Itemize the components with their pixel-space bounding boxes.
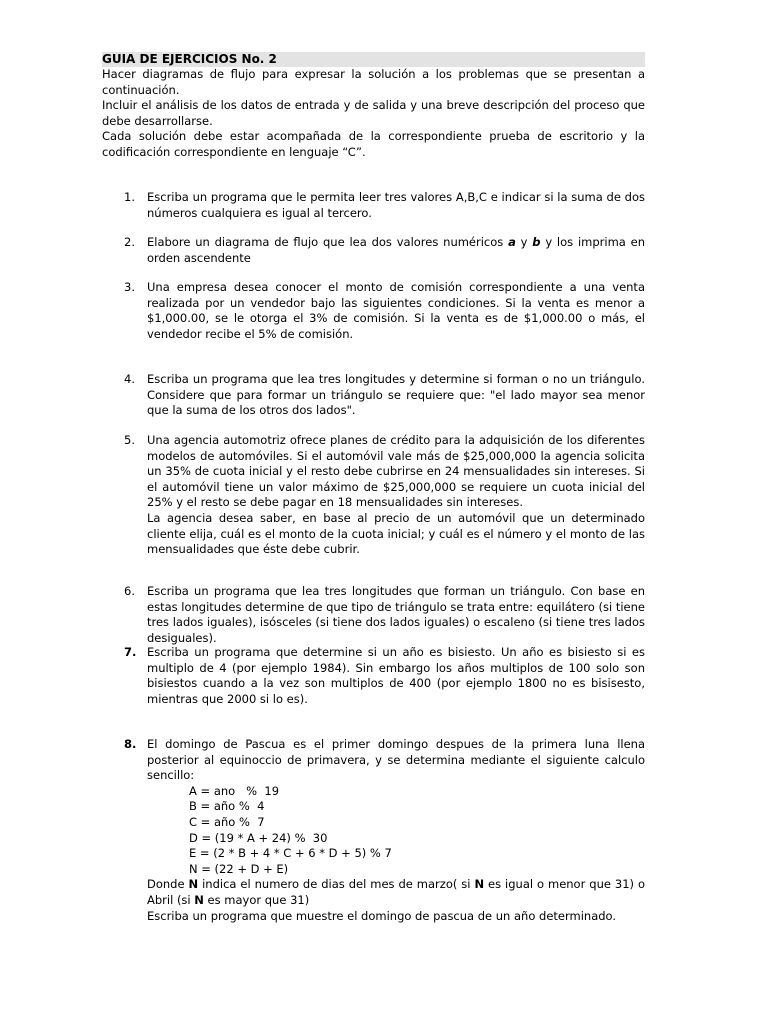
exercise-note: Donde N indica el numero de dias del mes de marzo( si N es igual o menor que 31) o Abril (si N es mayor que 31) [147,877,645,907]
exercise-number: 4. [124,372,135,386]
formula-line: B = año % 4 [189,799,265,814]
exercise-number: 8. [124,737,137,751]
exercise-text: Escriba un programa que lea tres longitudes y determine si forman o no un triángulo. Considere que para formar un triángulo se requiere que: "el lado mayor sea menor que la suma de los otros dos lados". [147,372,645,418]
formula-line: D = (19 * A + 24) % 30 [189,830,328,845]
exercise-text: Escriba un programa que lea tres longitudes que forman un triángulo. Con base en estas longitudes determine de que tipo de triángulo se trata entre: equilátero (si tiene tres lados iguales), isósceles (si tiene dos lados iguales) o escaleno (si tiene tres lados desiguales). [147,584,645,645]
exercise-5 [124,433,645,558]
formula-line: E = (2 * B + 4 * C + 6 * D + 5) % 7 [189,846,392,861]
exercise-7 [124,645,645,707]
exercise-number: 5. [124,433,135,447]
exercise-4 [124,372,645,419]
variable-a: a [508,235,516,249]
exercise-text: Una agencia automotriz ofrece planes de crédito para la adquisición de los diferentes modelos de automóviles. Si el automóvil vale más de $25,000,000 la agencia solicita un 35% de cuota inicial y el resto debe cubrirse en 24 mensualidades sin intereses. Si el automóvil tiene un valor máximo de $25,000,000 se requiere un cuota inicial del 25% y el resto se debe pagar en 18 mensualidades sin intereses. [147,433,645,510]
exercise-final-instruction: Escriba un programa que muestre el domingo de pascua de un año determinado. [147,908,617,923]
exercise-2 [124,235,645,266]
exercise-text: Escriba un programa que determine si un año es bisiesto. Un año es bisiesto si es multiplo de 4 (por ejemplo 1984). Sin embargo los años multiplos de 100 solo son bisiestos cuando a la vez son multiplos de 400 (por ejemplo 1800 no es bisisesto, mientras que 2000 si lo es). [147,645,645,706]
exercise-number: 7. [124,645,137,659]
exercise-8 [124,737,645,924]
exercise-number: 2. [124,235,135,249]
exercise-1 [124,190,645,221]
exercise-text: El domingo de Pascua es el primer domingo despues de la primera luna llena posterior al equinoccio de primavera, y se determina mediante el siguiente calculo sencillo: [147,737,645,783]
instruction-line: Incluir el análisis de los datos de entrada y de salida y una breve descripción del proceso que debe desarrollarse. [102,98,645,128]
instructions [102,67,645,161]
document-title: GUIA DE EJERCICIOS No. 2 [102,52,645,67]
exercise-number: 3. [124,280,135,294]
exercise-6 [124,584,645,646]
formula-line: C = año % 7 [189,814,265,829]
instruction-line: Cada solución debe estar acompañada de la correspondiente prueba de escritorio y la codificación correspondiente en lenguaje “C”. [102,129,645,159]
instruction-line: Hacer diagramas de flujo para expresar la solución a los problemas que se presentan a continuación. [102,67,645,97]
formula-line: N = (22 + D + E) [189,861,289,876]
formula-line: A = ano % 19 [189,783,280,798]
exercise-text: Escriba un programa que le permita leer tres valores A,B,C e indicar si la suma de dos números cualquiera es igual al tercero. [147,190,645,220]
exercise-number: 6. [124,584,135,598]
exercise-number: 1. [124,190,135,204]
exercise-text: Una empresa desea conocer el monto de comisión correspondiente a una venta realizada por un vendedor bajo las siguientes condiciones. Si la venta es menor a $1,000.00, se le otorga el 3% de comisión. Si la venta es de $1,000.00 o más, el vendedor recibe el 5% de comisión. [147,280,645,341]
exercise-3 [124,280,645,342]
exercise-text-continued: La agencia desea saber, en base al precio de un automóvil que un determinado cliente elija, cuál es el monto de la cuota inicial; y cuál es el número y el monto de las mensualidades que éste debe cubrir. [147,510,645,557]
exercise-text: Elabore un diagrama de flujo que lea dos valores numéricos a y b y los imprima en orden ascendente [147,235,645,265]
variable-b: b [532,235,541,249]
